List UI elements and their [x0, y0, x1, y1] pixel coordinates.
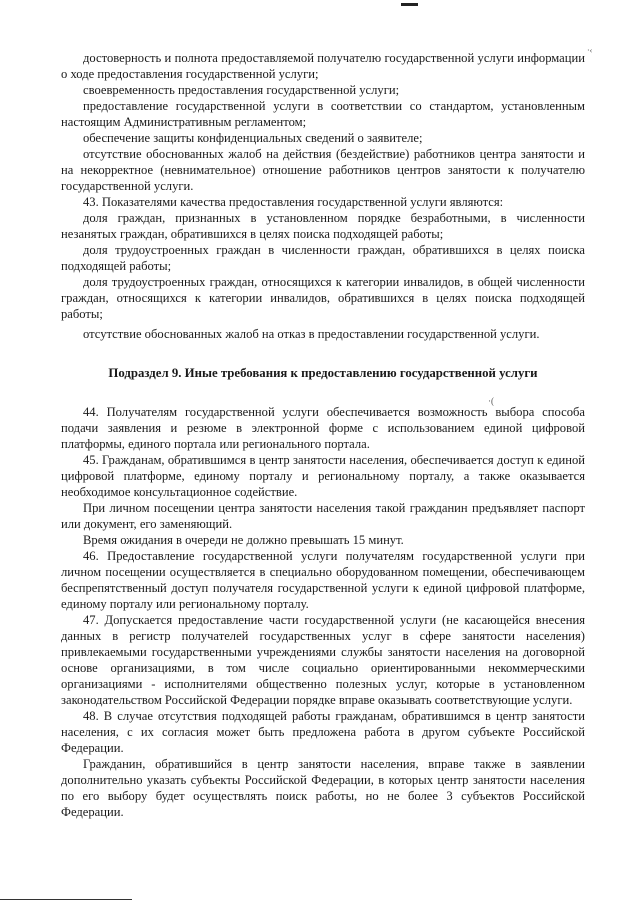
paragraph: 45. Гражданам, обратившимся в центр занятости населения, обеспечивается доступ к единой цифровой платформе, единому порталу и региональному порталу, а также оказывается необходимое консультационное содействие.: [61, 453, 585, 499]
paragraph: 43. Показателями качества предоставления государственной услуги являются:: [83, 195, 504, 209]
paragraph: 44. Получателям государственной услуги обеспечивается возможность выбора способа подачи заявления и резюме в электронной форме с использованием единой цифровой платформы, единого портала или регионального портала.: [61, 405, 585, 451]
paragraph: своевременность предоставления государственной услуги;: [83, 83, 400, 97]
section-other-requirements: [61, 404, 585, 820]
paragraph: Время ожидания в очереди не должно превышать 15 минут.: [83, 533, 404, 547]
paragraph: доля трудоустроенных граждан в численности граждан, обратившихся в целях поиска подходящей работы;: [61, 243, 585, 273]
paragraph: 46. Предоставление государственной услуги получателям государственной услуги при личном посещении осуществляется в специально оборудованном помещении, обеспечивающем беспрепятственный доступ получателя государственной услуги к единой цифровой платформе, единому порталу или региональному порталу.: [61, 549, 585, 611]
paragraph: 48. В случае отсутствия подходящей работы гражданам, обратившимся в центр занятости населения, с их согласия может быть предложена работа в другом субъекте Российской Федерации.: [61, 709, 585, 755]
paragraph: доля трудоустроенных граждан, относящихся к категории инвалидов, в общей численности граждан, относящихся к категории инвалидов, обратившихся в целях поиска подходящей работы;: [61, 275, 585, 321]
paragraph: отсутствие обоснованных жалоб на отказ в предоставлении государственной услуги.: [83, 327, 540, 341]
section-quality-criteria: [61, 50, 585, 342]
paragraph: 47. Допускается предоставление части государственной услуги (не касающейся внесения данных в регистр получателей государственных услуг в сфере занятости населения) привлекаемыми государственными учреждениями службы занятости населения на договорной основе организациями, в том числе социально ориентированными некоммерческими организациями - исполнителями общественно полезных услуг, которые в установленном законодательством Российской Федерации порядке вправе оказывать соответствующие услуги.: [61, 613, 585, 707]
paragraph: доля граждан, признанных в установленном порядке безработными, в численности незанятых граждан, обратившихся в целях поиска подходящей работы;: [61, 211, 585, 241]
scan-mark: [401, 3, 418, 6]
paragraph: Гражданин, обратившийся в центр занятости населения, вправе также в заявлении дополнительно указать субъекты Российской Федерации, в которых центр занятости населения по его выбору будет осуществлять поиск работы, но не более 3 субъектов Российской Федерации.: [61, 757, 585, 819]
paragraph: При личном посещении центра занятости населения такой гражданин предъявляет паспорт или документ, его заменяющий.: [61, 501, 585, 531]
scan-mark: ·‹: [587, 46, 593, 55]
paragraph: обеспечение защиты конфиденциальных сведений о заявителе;: [83, 131, 423, 145]
paragraph: предоставление государственной услуги в соответствии со стандартом, установленным настоящим Административным регламентом;: [61, 99, 585, 129]
section-heading: Подраздел 9. Иные требования к предоставлению государственной услуги: [108, 366, 538, 380]
footer-rule: [0, 899, 132, 900]
scan-mark: ·(: [488, 396, 494, 406]
paragraph: достоверность и полнота предоставляемой получателю государственной услуги информации о ходе предоставления государственной услуги;: [61, 51, 585, 81]
paragraph: отсутствие обоснованных жалоб на действия (бездействие) работников центра занятости и на некорректное (невнимательное) отношение работников центров занятости к получателю государственной услуги.: [61, 147, 585, 193]
